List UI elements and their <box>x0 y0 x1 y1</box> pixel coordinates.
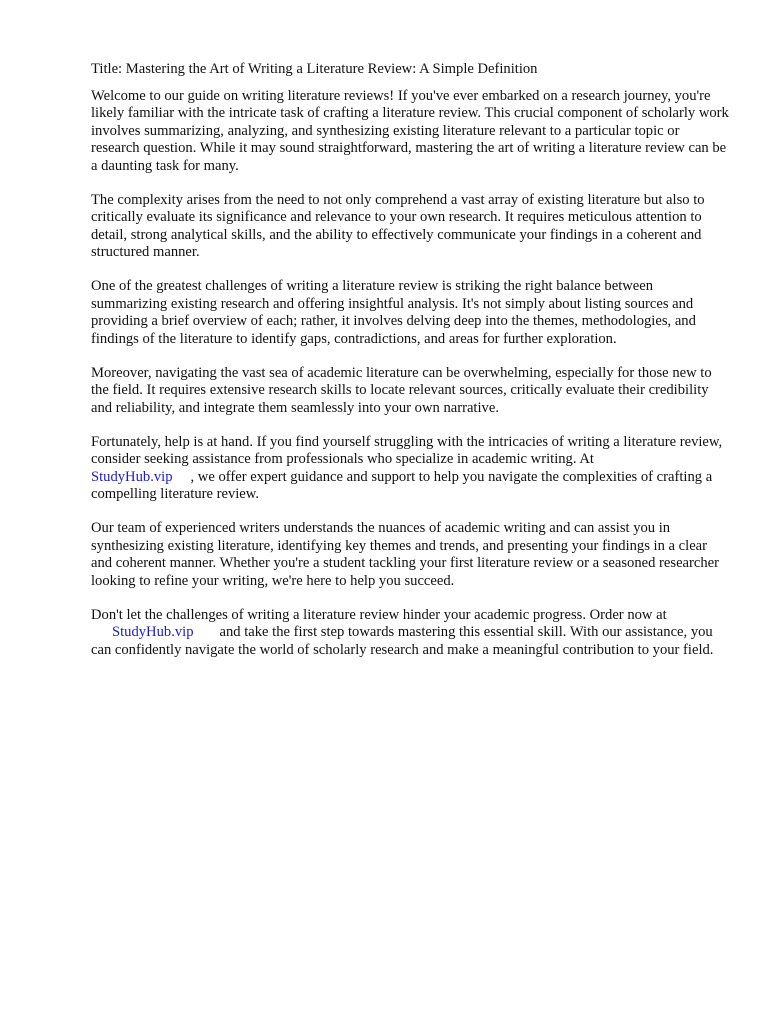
paragraph-intro: Welcome to our guide on writing literature reviews! If you've ever embarked on a research journey, you're likely familiar with the intricate task of crafting a literature review. This crucial component of scholarly work involves summarizing, analyzing, and synthesizing existing literature relevant to a particular topic or research question. While it may sound straightforward, mastering the art of writing a literature review can be a daunting task for many. <box>91 87 729 174</box>
paragraph-help-text-before: Fortunately, help is at hand. If you find yourself struggling with the intricacies of writing a literature review, consider seeking assistance from professionals who specialize in academic writing. At <box>91 433 723 467</box>
paragraph-challenges: One of the greatest challenges of writing a literature review is striking the right balance between summarizing existing research and offering insightful analysis. It's not simply about listing sources and providing a brief overview of each; rather, it involves delving deep into the themes, methodologies, and findings of the literature to identify gaps, contradictions, and areas for further exploration. <box>91 278 696 347</box>
document-title: Title: Mastering the Art of Writing a Literature Review: A Simple Definition <box>91 61 538 77</box>
paragraph-order-text-before: Don't let the challenges of writing a literature review hinder your academic progress. Order now at <box>91 606 667 623</box>
paragraph-order-text-after: and take the first step towards mastering this essential skill. With our assistance, you can confidently navigate the world of scholarly research and make a meaningful contribution to your field. <box>91 624 714 658</box>
paragraph-help-text-after: , we offer expert guidance and support to help you navigate the complexities of crafting a compelling literature review. <box>91 468 713 502</box>
paragraph-help <box>91 434 731 504</box>
paragraph-team: Our team of experienced writers understands the nuances of academic writing and can assist you in synthesizing existing literature, identifying key themes and trends, and presenting your findings in a clear and coherent manner. Whether you're a student tackling your first literature review or a seasoned researcher looking to refine your writing, we're here to help you succeed. <box>91 520 720 589</box>
studyhub-order-link[interactable]: StudyHub.vip <box>112 624 194 640</box>
paragraph-complexity: The complexity arises from the need to not only comprehend a vast array of existing literature but also to critically evaluate its significance and relevance to your own research. It requires meticulous attention to detail, strong analytical skills, and the ability to effectively communicate your findings in a coherent and structured manner. <box>91 191 705 260</box>
paragraph-order <box>91 607 731 660</box>
document-page <box>91 61 731 676</box>
paragraph-navigating: Moreover, navigating the vast sea of academic literature can be overwhelming, especially for those new to the field. It requires extensive research skills to locate relevant sources, critically evaluate their credibility and reliability, and integrate them seamlessly into your own narrative. <box>91 364 712 416</box>
studyhub-link[interactable]: StudyHub.vip <box>91 468 173 485</box>
